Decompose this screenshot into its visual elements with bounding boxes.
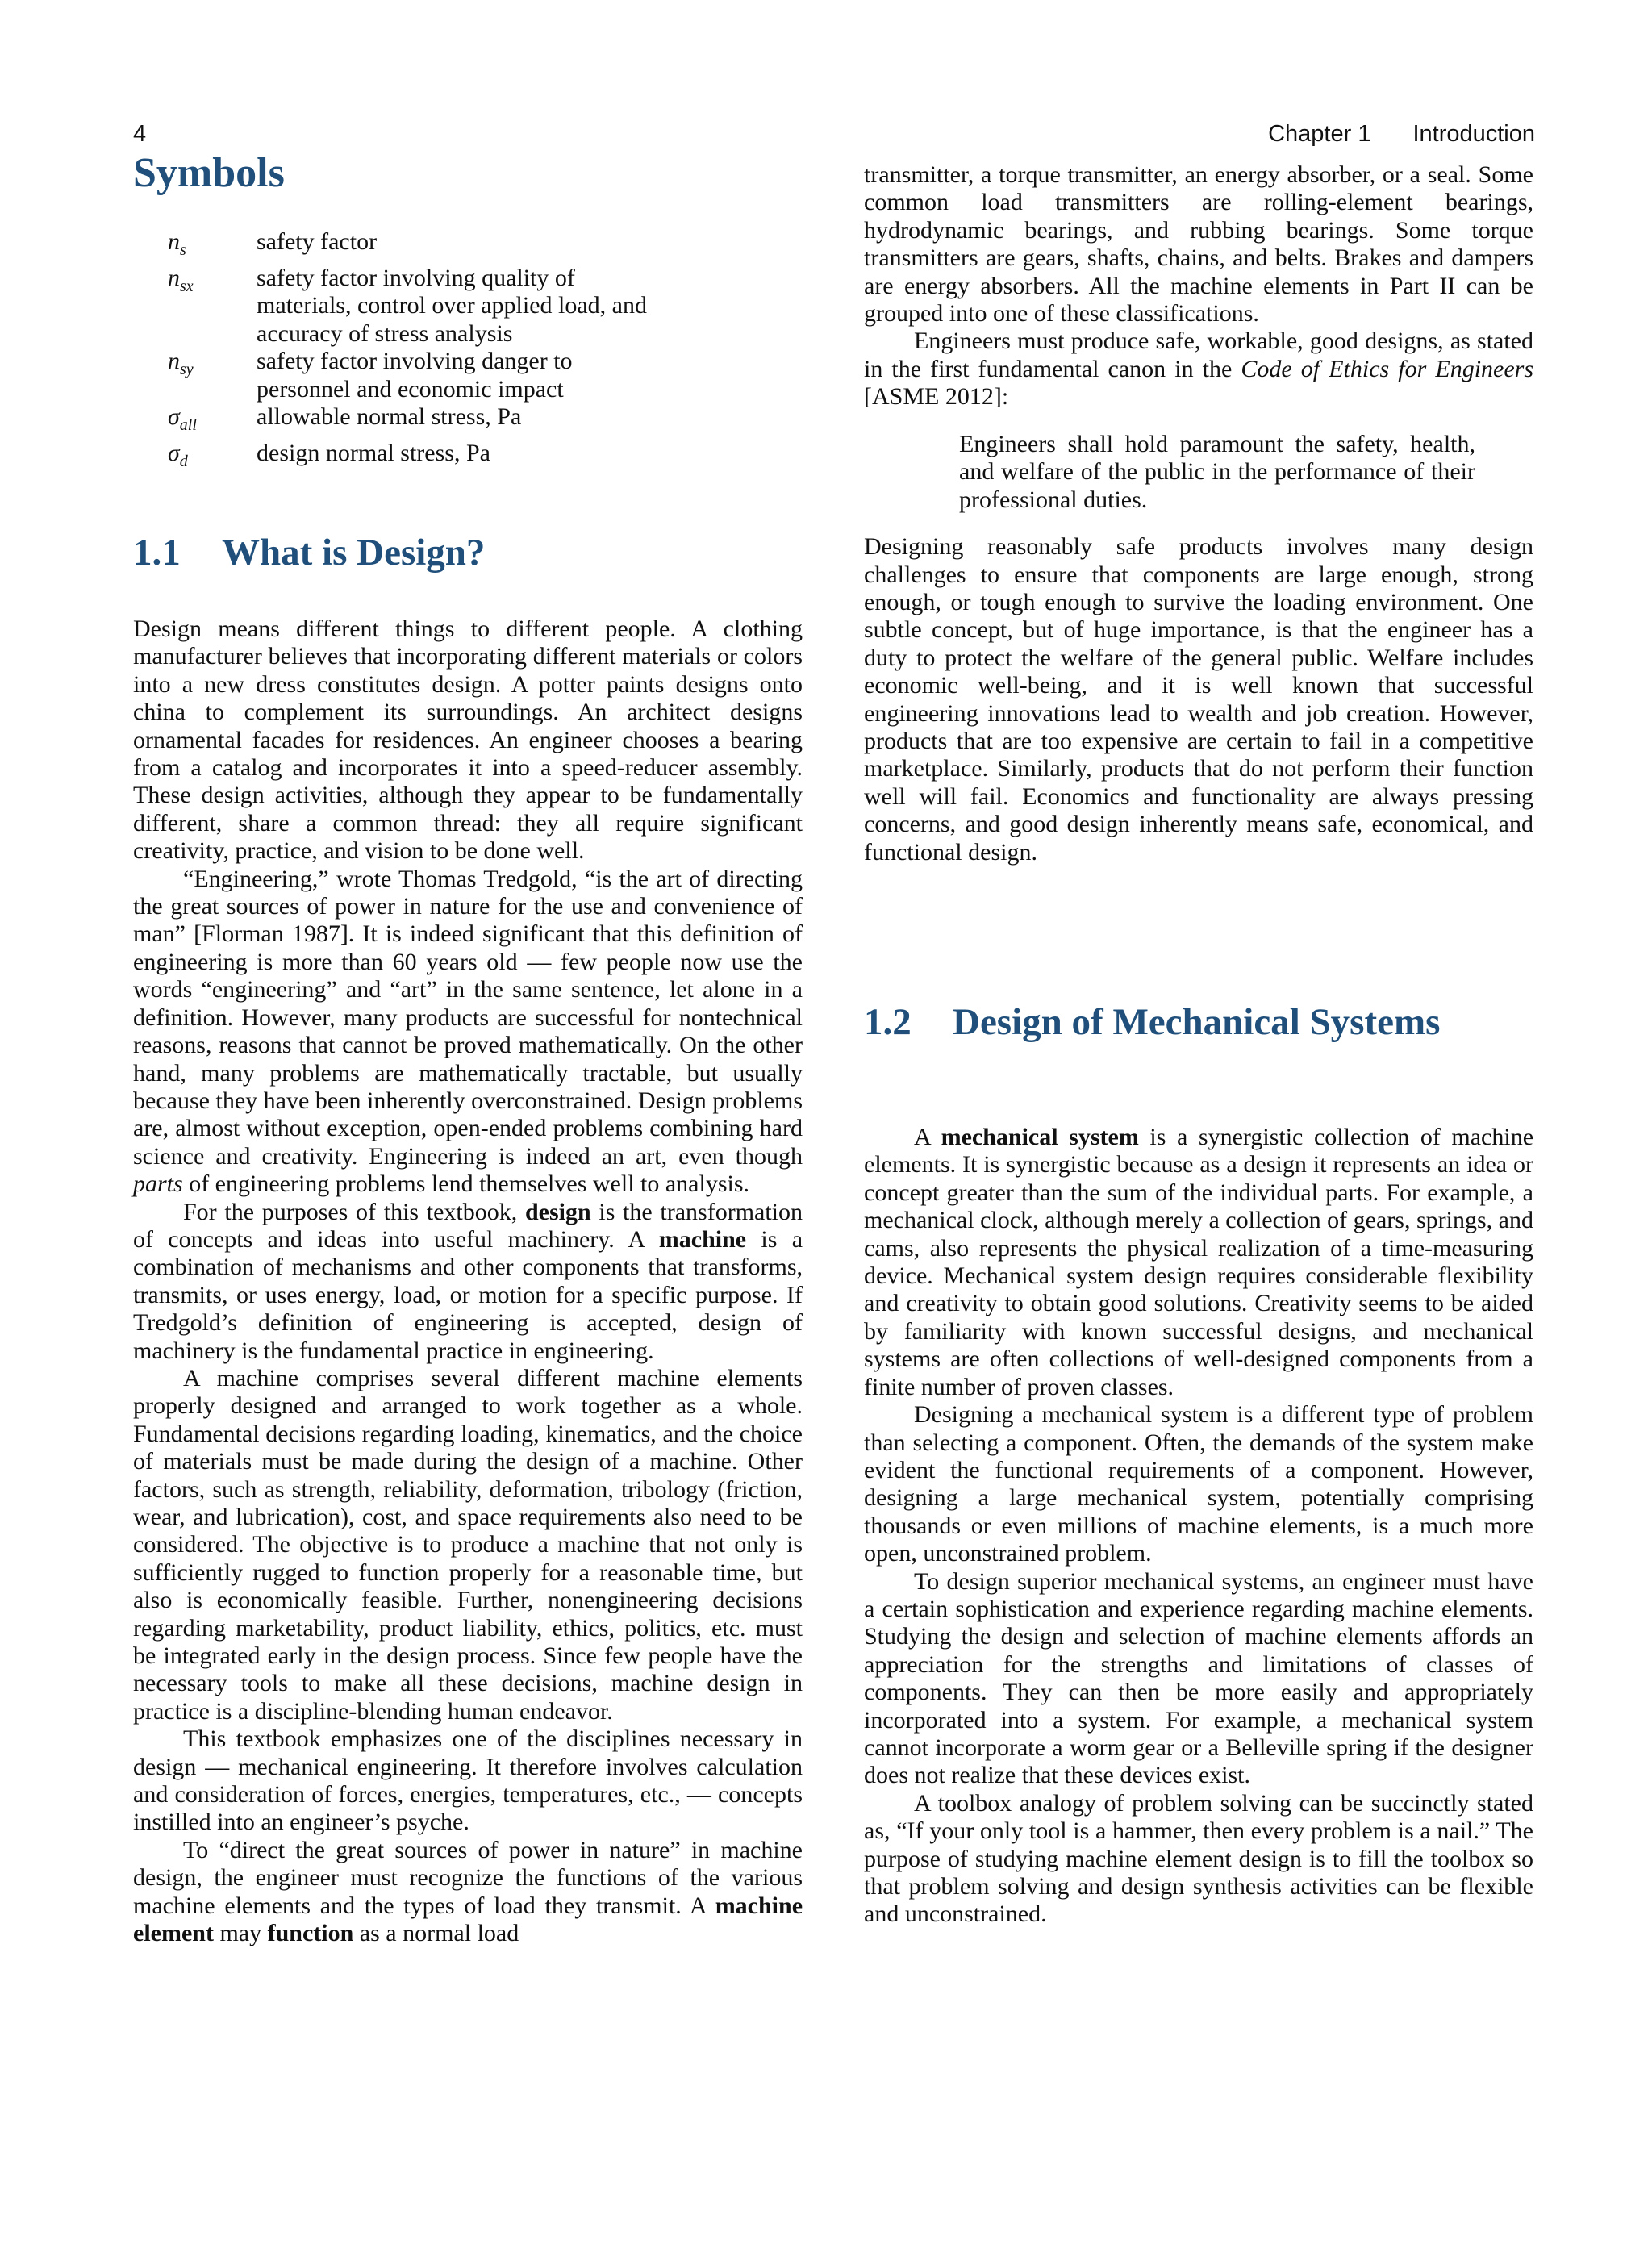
left-column: [133, 149, 803, 1948]
symbol-description: safety factor: [257, 228, 378, 255]
paragraph: transmitter, a torque transmitter, an energy absorber, or a seal. Some common load transmitters are rolling-element bearings, hydrodynamic bearings, and rubbing bearings. Some torque transmitters are gears, shafts, chains, and belts. Brakes and dampers are energy absorbers. All the machine elements in Part II can be grouped into one of these classifications.: [864, 161, 1533, 328]
symbol-description: allowable normal stress, Pa: [257, 403, 522, 430]
paragraph: Designing a mechanical system is a different type of problem than selecting a component. Often, the demands of the system make evident the functional requirements of a component. However, designing a large mechanical system, potentially comprising thousands or even millions of machine elements, is a much more open, unconstrained problem.: [864, 1401, 1533, 1567]
paragraph: A machine comprises several different machine elements properly designed and arranged to work together as a whole. Fundamental decisions regarding loading, kinematics, and the choice of materials must be made during the design of a machine. Other factors, such as strength, reliability, deformation, tribology (friction, wear, and lubrication), cost, and space requirements also need to be considered. The objective is to produce a machine that not only is sufficiently rugged to function properly for a reasonable time, but also is economically feasible. Further, nonengineering decisions regarding marketability, product liability, ethics, politics, etc. must be integrated early in the design process. Since few people have the necessary tools to make all these decisions, machine design in practice is a discipline-blending human endeavor.: [133, 1364, 803, 1725]
section-title: Design of Mechanical Systems: [953, 1001, 1441, 1044]
running-header: [133, 121, 1535, 153]
symbol-description: safety factor involving danger to personnel and economic impact: [257, 348, 573, 403]
chapter-title: Introduction: [1412, 121, 1535, 147]
symbol-term: $\sigma_d$: [168, 439, 188, 470]
symbol-row: [168, 348, 803, 403]
symbol-row: [168, 403, 803, 440]
running-head: [1268, 121, 1535, 148]
symbol-row: [168, 265, 803, 348]
symbol-term: $n_s$: [168, 228, 186, 259]
paragraph: To “direct the great sources of power in nature” in machine design, the engineer must recognize the functions of the various machine elements and the types of load they transmit. A machine element may function as a normal load: [133, 1836, 803, 1947]
section-2-heading: [864, 999, 1533, 1045]
symbols-heading: Symbols: [133, 150, 285, 196]
paragraph: A toolbox analogy of problem solving can be succinctly stated as, “If your only tool is a hammer, then every problem is a nail.” The purpose of studying machine element design is to fill the toolbox so that problem solving and design synthesis activities can be flexible and unconstrained.: [864, 1789, 1533, 1928]
paragraph: Design means different things to different people. A clothing manufacturer believes that incorporating different materials or colors into a new dress constitutes design. A potter paints designs onto china to complement its surroundings. An architect designs ornamental facades for residences. An engineer chooses a bearing from a catalog and incorporates it into a speed-reducer assembly. These design activities, although they appear to be fundamentally different, share a common thread: they all require significant creativity, practice, and vision to be done well.: [133, 615, 803, 865]
page-number: 4: [133, 121, 147, 147]
section-number: 1.2: [864, 1001, 912, 1044]
section-number: 1.1: [133, 532, 181, 574]
symbol-row: [168, 228, 803, 265]
paragraph: Designing reasonably safe products involves many design challenges to ensure that components are large enough, strong enough, or tough enough to survive the loading environment. One subtle concept, but of huge importance, is that the engineer has a duty to protect the welfare of the general public. Welfare includes economic well-being, and it is well known that successful engineering innovations lead to wealth and job creation. However, products that are too expensive are certain to fail in a competitive marketplace. Similarly, products that do not perform their function well will fail. Economics and functionality are always pressing concerns, and good design inherently means safe, economical, and functional design.: [864, 533, 1533, 866]
paragraph: A mechanical system is a synergistic collection of machine elements. It is synergistic because as a design it represents an idea or concept greater than the sum of the individual parts. For example, a mechanical clock, although merely a collection of gears, springs, and cams, also represents the physical realization of a time-measuring device. Mechanical system design requires considerable flexibility and creativity to obtain good solutions. Creativity seems to be aided by familiarity with known successful designs, and mechanical systems are often collections of well-designed components from a finite number of proven classes.: [864, 1124, 1534, 1400]
right-column: [864, 161, 1533, 1929]
symbol-term: $\sigma_{all}$: [168, 403, 197, 434]
section-1-heading: [133, 530, 803, 575]
symbol-description: safety factor involving quality of materials, control over applied load, and accuracy of stress analysis: [257, 264, 647, 347]
symbol-term: $n_{sx}$: [168, 264, 194, 295]
symbol-term: $n_{sy}$: [168, 348, 194, 378]
paragraph: Engineers must produce safe, workable, good designs, as stated in the first fundamental canon in the Code of Ethics for Engineers [ASME 2012]:: [864, 328, 1534, 411]
paragraph: This textbook emphasizes one of the disciplines necessary in design — mechanical engineering. It therefore involves calculation and consideration of forces, energies, temperatures, etc., — concepts instilled into an engineer’s psyche.: [133, 1725, 803, 1836]
paragraph: “Engineering,” wrote Thomas Tredgold, “is the art of directing the great sources of power in nature for the use and convenience of man” [Florman 1987]. It is indeed significant that this definition of engineering is more than 60 years old — few people now use the words “engineering” and “art” in the same sentence, let alone in a definition. However, many products are successful for nontechnical reasons, reasons that cannot be proved mathematically. On the other hand, many problems are mathematically tractable, but usually because they have been inherently overconstrained. Design problems are, almost without exception, open-ended problems combining hard science and creativity. Engineering is indeed an art, even though parts of engineering problems lend themselves well to analysis.: [133, 865, 803, 1198]
chapter-label: Chapter 1: [1268, 121, 1371, 147]
symbol-row: [168, 440, 803, 476]
section-title: What is Design?: [222, 532, 486, 574]
symbol-description: design normal stress, Pa: [257, 439, 490, 466]
symbols-list: [168, 228, 803, 475]
paragraph: To design superior mechanical systems, an engineer must have a certain sophistication and experience regarding machine elements. Studying the design and selection of machine elements affords an appreciation for the strengths and limitations of classes of components. They can then be more easily and appropriately incorporated into a system. For example, a mechanical system cannot incorporate a worm gear or a Belleville spring if the designer does not realize that these devices exist.: [864, 1567, 1533, 1789]
paragraph: For the purposes of this textbook, design is the transformation of concepts and ideas into useful machinery. A machine is a combination of mechanisms and other components that transforms, transmits, or uses energy, load, or motion for a specific purpose. If Tredgold’s definition of engineering is accepted, design of machinery is the fundamental practice in engineering.: [133, 1198, 803, 1364]
ethics-quote: Engineers shall hold paramount the safety, health, and welfare of the public in the performance of their professional duties.: [959, 430, 1475, 513]
